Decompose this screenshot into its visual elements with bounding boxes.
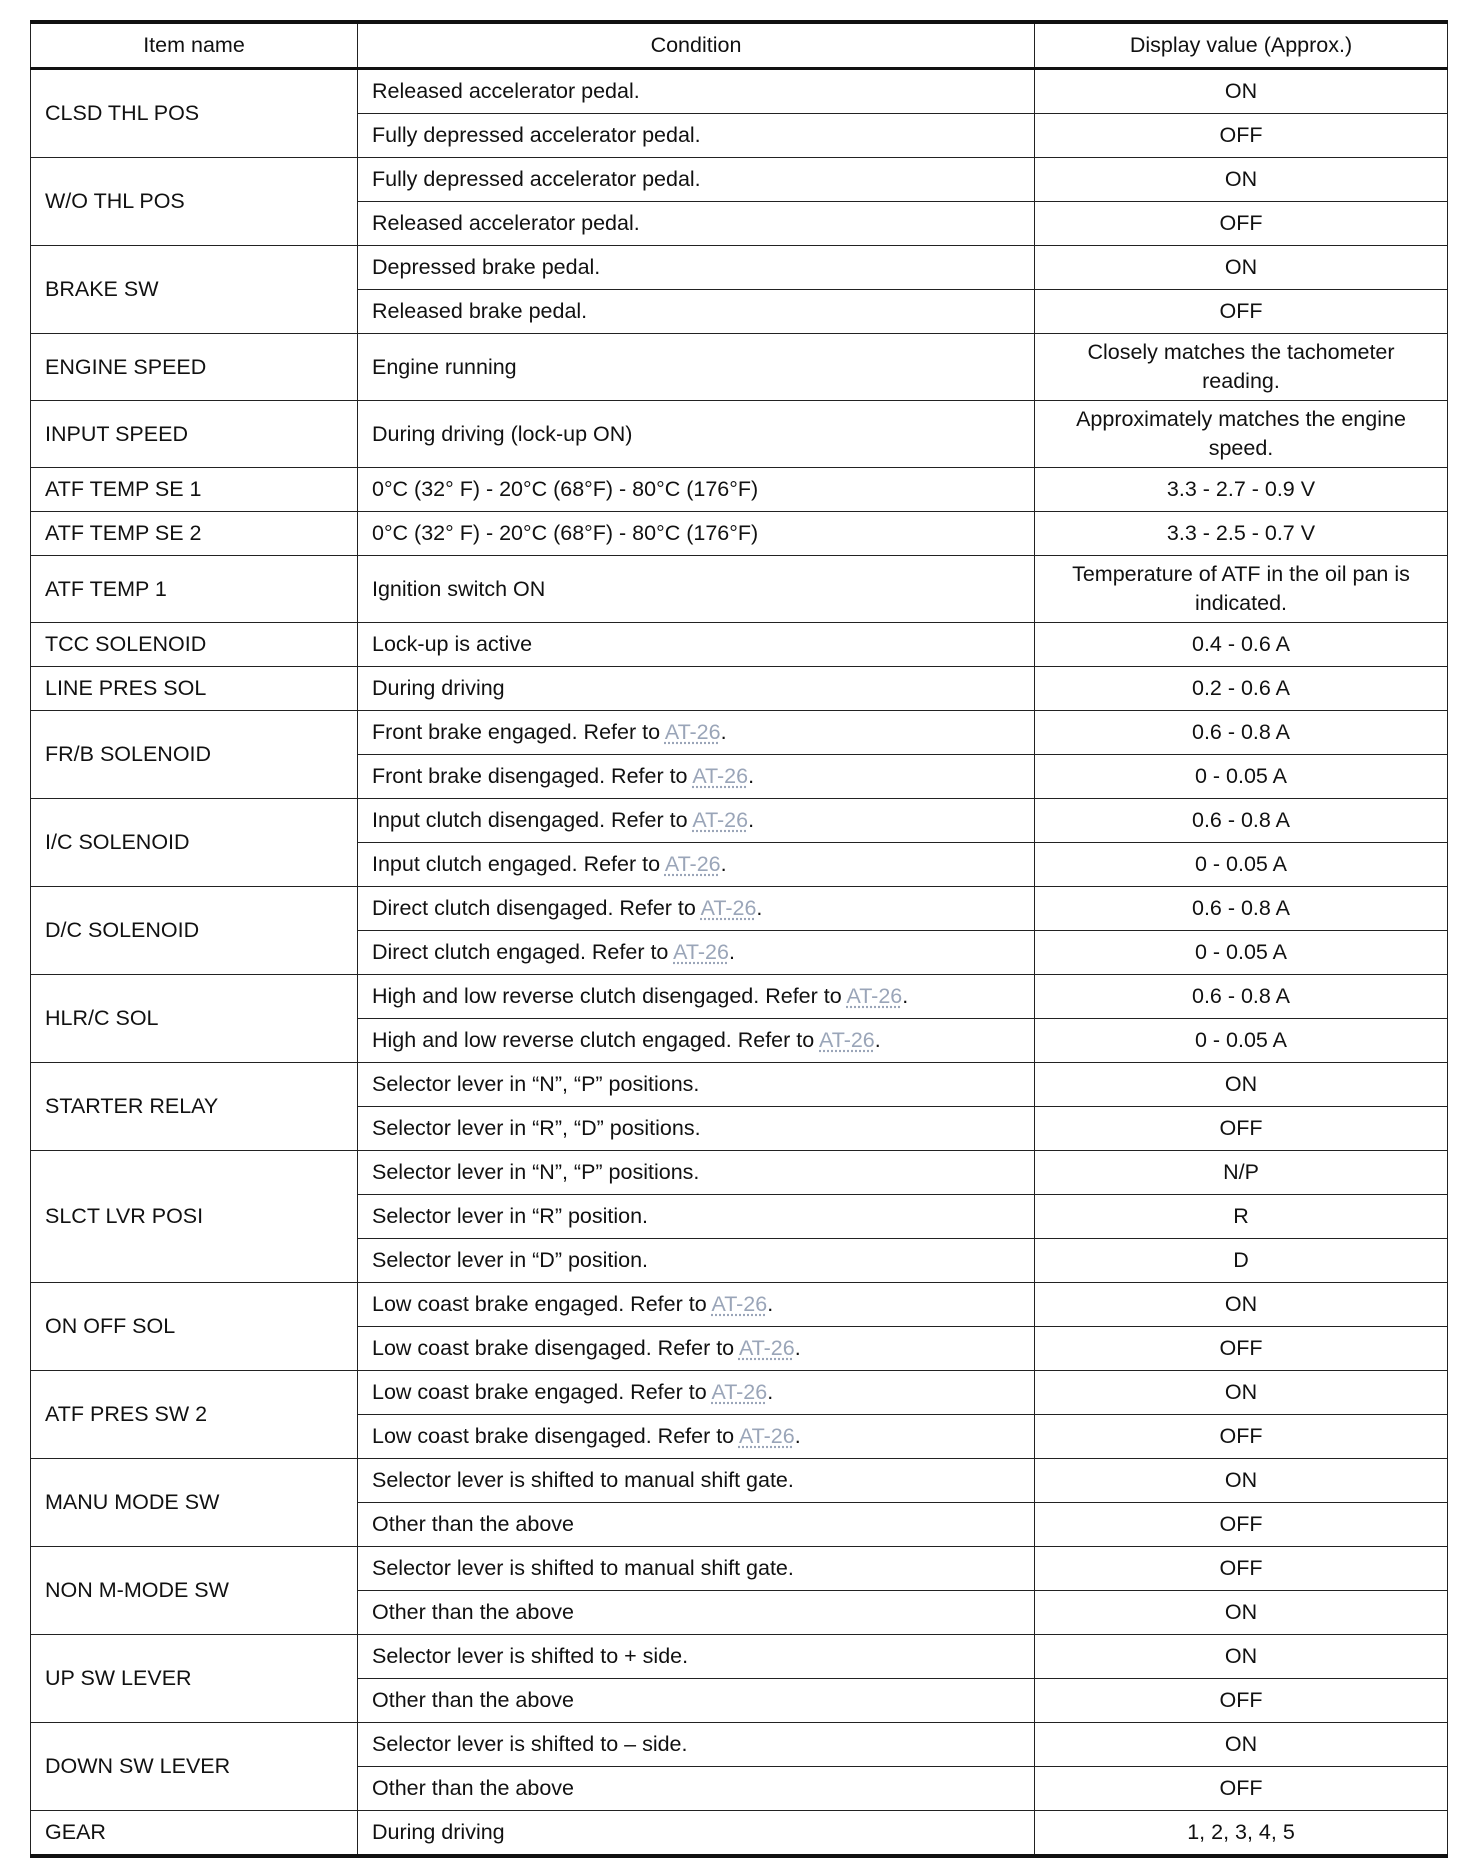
item-name-cell: GEAR [31, 1811, 358, 1857]
condition-cell [358, 975, 1035, 1019]
display-value-cell: 3.3 - 2.7 - 0.9 V [1035, 468, 1448, 512]
condition-cell [358, 158, 1035, 202]
reference-link[interactable]: AT-26 [738, 1424, 795, 1448]
condition-text: 0°C (32° F) - 20°C (68°F) - 80°C (176°F) [372, 521, 759, 545]
reference-link[interactable]: AT-26 [664, 852, 721, 876]
condition-text: Front brake engaged. Refer to [372, 720, 665, 744]
table-row [31, 401, 1448, 468]
item-name-cell: BRAKE SW [31, 246, 358, 334]
condition-cell [358, 1679, 1035, 1723]
condition-text: Lock-up is active [372, 632, 533, 656]
condition-cell [358, 711, 1035, 755]
display-value-cell: OFF [1035, 202, 1448, 246]
table-row [31, 1371, 1448, 1415]
condition-text: Input clutch engaged. Refer to [372, 852, 665, 876]
display-value-cell: OFF [1035, 1503, 1448, 1547]
display-value-cell: 0.2 - 0.6 A [1035, 667, 1448, 711]
condition-cell [358, 1019, 1035, 1063]
condition-text: Other than the above [372, 1776, 575, 1800]
display-value-cell: ON [1035, 69, 1448, 114]
table-row [31, 1547, 1448, 1591]
condition-text: High and low reverse clutch disengaged. Refer to [372, 984, 847, 1008]
condition-cell [358, 1195, 1035, 1239]
condition-cell [358, 1415, 1035, 1459]
table-row [31, 556, 1448, 623]
item-name-cell: MANU MODE SW [31, 1459, 358, 1547]
condition-text: Fully depressed accelerator pedal. [372, 167, 701, 191]
reference-link[interactable]: AT-26 [692, 764, 749, 788]
table-row [31, 1723, 1448, 1767]
condition-cell [358, 512, 1035, 556]
condition-cell [358, 1503, 1035, 1547]
condition-text: Selector lever in “D” position. [372, 1248, 649, 1272]
condition-tail: . [794, 1424, 801, 1448]
condition-cell [358, 1107, 1035, 1151]
item-name-cell: ATF TEMP SE 2 [31, 512, 358, 556]
display-value-cell: 0.6 - 0.8 A [1035, 711, 1448, 755]
display-value-cell: ON [1035, 1063, 1448, 1107]
header-row [31, 22, 1448, 69]
display-value-cell: ON [1035, 1591, 1448, 1635]
condition-text: Input clutch disengaged. Refer to [372, 808, 693, 832]
table-row [31, 334, 1448, 401]
condition-cell [358, 1547, 1035, 1591]
condition-cell [358, 1811, 1035, 1857]
display-value-cell: ON [1035, 1635, 1448, 1679]
condition-tail: . [728, 940, 735, 964]
reference-link[interactable]: AT-26 [738, 1336, 795, 1360]
display-value-cell: 0.6 - 0.8 A [1035, 799, 1448, 843]
condition-cell [358, 755, 1035, 799]
condition-tail: . [874, 1028, 881, 1052]
condition-cell [358, 401, 1035, 468]
condition-tail: . [756, 896, 763, 920]
condition-cell [358, 290, 1035, 334]
display-value-cell: OFF [1035, 1547, 1448, 1591]
condition-text: Selector lever is shifted to manual shift gate. [372, 1468, 794, 1492]
condition-text: Selector lever in “N”, “P” positions. [372, 1072, 700, 1096]
item-name-cell: ON OFF SOL [31, 1283, 358, 1371]
condition-tail: . [794, 1336, 801, 1360]
condition-cell [358, 246, 1035, 290]
condition-text: During driving [372, 676, 505, 700]
item-name-cell: LINE PRES SOL [31, 667, 358, 711]
display-value-cell: ON [1035, 1283, 1448, 1327]
item-name-cell: W/O THL POS [31, 158, 358, 246]
item-name-cell: NON M-MODE SW [31, 1547, 358, 1635]
condition-text: High and low reverse clutch engaged. Refer to [372, 1028, 819, 1052]
display-value-cell: N/P [1035, 1151, 1448, 1195]
condition-text: Direct clutch disengaged. Refer to [372, 896, 701, 920]
display-value-cell: 0.4 - 0.6 A [1035, 623, 1448, 667]
display-value-cell: ON [1035, 1723, 1448, 1767]
condition-cell [358, 1767, 1035, 1811]
condition-text: Selector lever is shifted to + side. [372, 1644, 689, 1668]
display-value-cell: ON [1035, 1459, 1448, 1503]
condition-text: Other than the above [372, 1688, 575, 1712]
item-name-cell: DOWN SW LEVER [31, 1723, 358, 1811]
condition-text: Low coast brake engaged. Refer to [372, 1292, 712, 1316]
reference-link[interactable]: AT-26 [846, 984, 903, 1008]
condition-cell [358, 1591, 1035, 1635]
item-name-cell: CLSD THL POS [31, 69, 358, 158]
condition-text: Released accelerator pedal. [372, 211, 640, 235]
condition-text: Fully depressed accelerator pedal. [372, 123, 701, 147]
condition-text: Released accelerator pedal. [372, 79, 640, 103]
display-value-cell: ON [1035, 246, 1448, 290]
item-name-cell: UP SW LEVER [31, 1635, 358, 1723]
table-row [31, 246, 1448, 290]
condition-text: Low coast brake disengaged. Refer to [372, 1424, 739, 1448]
item-name-cell: INPUT SPEED [31, 401, 358, 468]
table-row [31, 667, 1448, 711]
table-row [31, 1811, 1448, 1857]
condition-text: During driving [372, 1820, 505, 1844]
condition-tail: . [767, 1292, 774, 1316]
display-value-cell: Closely matches the tachometer reading. [1035, 334, 1448, 401]
condition-text: During driving (lock-up ON) [372, 421, 633, 446]
display-value-cell: Temperature of ATF in the oil pan is indicated. [1035, 556, 1448, 623]
condition-tail: . [720, 852, 727, 876]
condition-cell [358, 931, 1035, 975]
item-name-cell: TCC SOLENOID [31, 623, 358, 667]
condition-cell [358, 623, 1035, 667]
display-value-cell: 0 - 0.05 A [1035, 843, 1448, 887]
item-name-cell: I/C SOLENOID [31, 799, 358, 887]
reference-link[interactable]: AT-26 [692, 808, 749, 832]
condition-text: Engine running [372, 354, 517, 379]
condition-tail: . [748, 764, 755, 788]
table-row [31, 69, 1448, 114]
spec-table [30, 20, 1448, 1858]
condition-cell [358, 667, 1035, 711]
display-value-cell: Approximately matches the engine speed. [1035, 401, 1448, 468]
condition-text: Other than the above [372, 1512, 575, 1536]
condition-cell [358, 334, 1035, 401]
display-value-cell: OFF [1035, 114, 1448, 158]
table-row [31, 623, 1448, 667]
condition-cell [358, 1635, 1035, 1679]
item-name-cell: D/C SOLENOID [31, 887, 358, 975]
table-row [31, 799, 1448, 843]
display-value-cell: 1, 2, 3, 4, 5 [1035, 1811, 1448, 1857]
condition-cell [358, 887, 1035, 931]
item-name-cell: ENGINE SPEED [31, 334, 358, 401]
display-value-cell: R [1035, 1195, 1448, 1239]
item-name-cell: ATF TEMP 1 [31, 556, 358, 623]
condition-cell [358, 1723, 1035, 1767]
display-value-cell: OFF [1035, 1327, 1448, 1371]
header-condition: Condition [358, 22, 1035, 69]
condition-text: Selector lever is shifted to – side. [372, 1732, 688, 1756]
item-name-cell: SLCT LVR POSI [31, 1151, 358, 1283]
display-value-cell: 0 - 0.05 A [1035, 1019, 1448, 1063]
table-row [31, 1635, 1448, 1679]
condition-text: Depressed brake pedal. [372, 255, 601, 279]
table-row [31, 512, 1448, 556]
display-value-cell: ON [1035, 158, 1448, 202]
header-display-value: Display value (Approx.) [1035, 22, 1448, 69]
condition-tail: . [720, 720, 727, 744]
condition-text: Ignition switch ON [372, 576, 546, 601]
condition-text: Selector lever in “R” position. [372, 1204, 649, 1228]
condition-cell [358, 1063, 1035, 1107]
condition-cell [358, 69, 1035, 114]
display-value-cell: 0.6 - 0.8 A [1035, 975, 1448, 1019]
header-item-name: Item name [31, 22, 358, 69]
display-value-cell: OFF [1035, 1415, 1448, 1459]
reference-link[interactable]: AT-26 [819, 1028, 875, 1052]
condition-cell [358, 114, 1035, 158]
condition-text: Released brake pedal. [372, 299, 588, 323]
condition-text: Low coast brake engaged. Refer to [372, 1380, 712, 1404]
reference-link[interactable]: AT-26 [673, 940, 729, 964]
condition-text: Selector lever in “R”, “D” positions. [372, 1116, 701, 1140]
reference-link[interactable]: AT-26 [700, 896, 757, 920]
condition-cell [358, 1371, 1035, 1415]
condition-text: Selector lever is shifted to manual shift gate. [372, 1556, 794, 1580]
item-name-cell: ATF TEMP SE 1 [31, 468, 358, 512]
item-name-cell: HLR/C SOL [31, 975, 358, 1063]
condition-text: Low coast brake disengaged. Refer to [372, 1336, 739, 1360]
condition-cell [358, 468, 1035, 512]
condition-cell [358, 1459, 1035, 1503]
table-body [31, 69, 1448, 1857]
table-row [31, 1459, 1448, 1503]
table-row [31, 158, 1448, 202]
table-row [31, 975, 1448, 1019]
condition-cell [358, 843, 1035, 887]
table-row [31, 887, 1448, 931]
display-value-cell: 0 - 0.05 A [1035, 755, 1448, 799]
display-value-cell: OFF [1035, 1679, 1448, 1723]
condition-text: Other than the above [372, 1600, 575, 1624]
item-name-cell: ATF PRES SW 2 [31, 1371, 358, 1459]
display-value-cell: OFF [1035, 1107, 1448, 1151]
condition-cell [358, 202, 1035, 246]
condition-text: 0°C (32° F) - 20°C (68°F) - 80°C (176°F) [372, 477, 759, 501]
display-value-cell: OFF [1035, 290, 1448, 334]
condition-cell [358, 1283, 1035, 1327]
table-row [31, 1151, 1448, 1195]
condition-cell [358, 556, 1035, 623]
display-value-cell: D [1035, 1239, 1448, 1283]
table-row [31, 1283, 1448, 1327]
condition-text: Selector lever in “N”, “P” positions. [372, 1160, 700, 1184]
table-header [31, 22, 1448, 69]
condition-tail: . [902, 984, 909, 1008]
condition-tail: . [748, 808, 755, 832]
display-value-cell: ON [1035, 1371, 1448, 1415]
reference-link[interactable]: AT-26 [711, 1380, 768, 1404]
display-value-cell: 0 - 0.05 A [1035, 931, 1448, 975]
table-row [31, 468, 1448, 512]
condition-text: Front brake disengaged. Refer to [372, 764, 693, 788]
condition-cell [358, 1151, 1035, 1195]
item-name-cell: FR/B SOLENOID [31, 711, 358, 799]
condition-text: Direct clutch engaged. Refer to [372, 940, 674, 964]
item-name-cell: STARTER RELAY [31, 1063, 358, 1151]
condition-tail: . [767, 1380, 774, 1404]
table-row [31, 711, 1448, 755]
display-value-cell: 3.3 - 2.5 - 0.7 V [1035, 512, 1448, 556]
display-value-cell: 0.6 - 0.8 A [1035, 887, 1448, 931]
table-row [31, 1063, 1448, 1107]
reference-link[interactable]: AT-26 [664, 720, 721, 744]
condition-cell [358, 1327, 1035, 1371]
display-value-cell: OFF [1035, 1767, 1448, 1811]
condition-cell [358, 799, 1035, 843]
condition-cell [358, 1239, 1035, 1283]
reference-link[interactable]: AT-26 [711, 1292, 768, 1316]
